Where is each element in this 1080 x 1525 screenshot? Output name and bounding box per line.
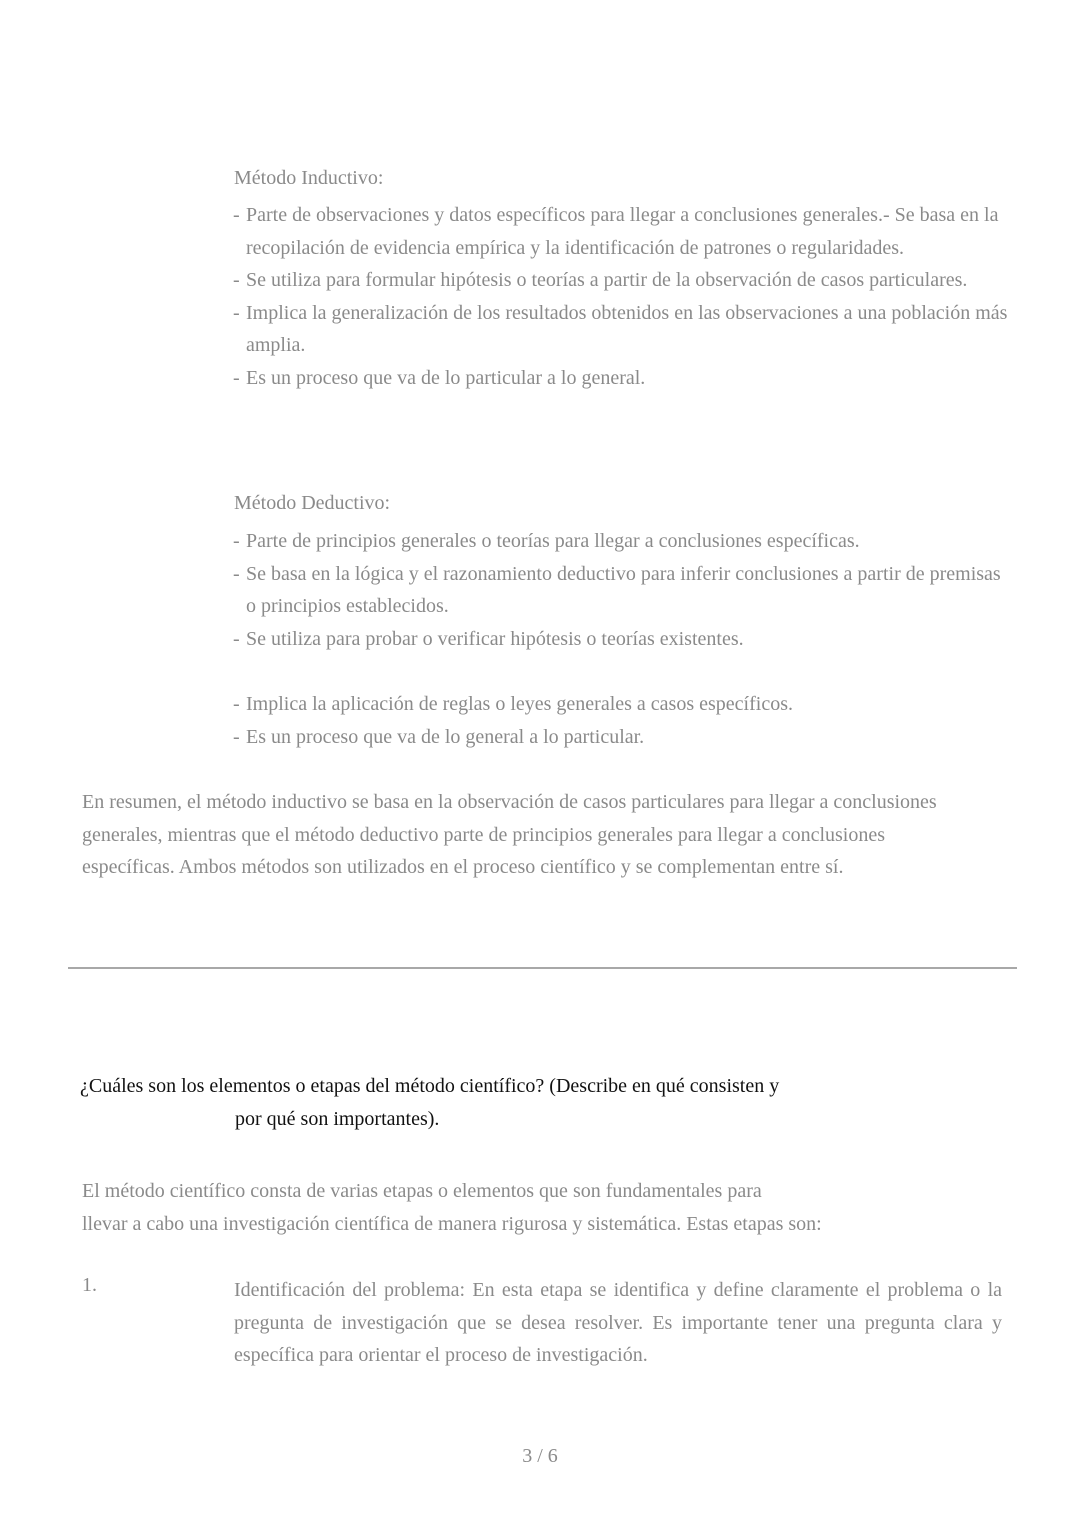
step-text: Identificación del problema: En esta etapa se identifica y define claramente el problema o la pregunta de investigación que se desea resolver. Es importante tener una pregunta clara y específica para orientar el proceso de investigación. [234, 1279, 1002, 1366]
question-line-1: ¿Cuáles son los elementos o etapas del método científico? (Describe en qué consisten y [80, 1075, 780, 1097]
intro-paragraph [82, 1175, 982, 1240]
deductive-list [233, 525, 1013, 655]
bullet-dash: - [233, 562, 240, 585]
bullet-dash: - [233, 530, 240, 552]
list-item: - Parte de observaciones y datos específicos para llegar a conclusiones generales.- Se basa en la recopilación de evidencia empírica y la identificación de patrones o regularidades. [233, 199, 1013, 264]
list-item: - Se basa en la lógica y el razonamiento deductivo para inferir conclusiones a partir de premisas o principios establecidos. [233, 558, 1013, 623]
intro-line-2: llevar a cabo una investigación científica de manera rigurosa y sistemática. Estas etapas son: [82, 1212, 822, 1235]
list-item: - Es un proceso que va de lo particular a lo general. [233, 362, 1013, 395]
list-item: - Se utiliza para formular hipótesis o teorías a partir de la observación de casos particulares. [233, 264, 1013, 297]
question-line-2: por qué son importantes). [235, 1107, 440, 1130]
bullet-dash: - [233, 301, 240, 324]
page-indicator: 3 / 6 [522, 1445, 558, 1467]
list-item: - Implica la aplicación de reglas o leyes generales a casos específicos. [233, 688, 1013, 721]
inductive-list [233, 199, 1013, 394]
bullet-dash: - [233, 627, 240, 650]
bullet-dash: - [233, 725, 240, 748]
step-number: 1. [82, 1274, 97, 1296]
question-heading [80, 1070, 779, 1135]
bullet-dash: - [233, 269, 240, 291]
list-item: - Parte de principios generales o teorías para llegar a conclusiones específicas. [233, 525, 1013, 558]
summary-paragraph: En resumen, el método inductivo se basa en la observación de casos particulares para llegar a conclusiones generales, mientras que el método deductivo parte de principios generales para llegar a conclusiones específicas. Ambos métodos son utilizados en el proceso científico y se complementan entre sí. [82, 791, 937, 878]
list-item: - Implica la generalización de los resultados obtenidos en las observaciones a una población más amplia. [233, 297, 1013, 362]
inductive-heading: Método Inductivo: [234, 167, 384, 189]
section-divider [68, 967, 1017, 969]
deductive-heading: Método Deductivo: [234, 492, 391, 514]
bullet-dash: - [233, 204, 240, 226]
list-item: - Se utiliza para probar o verificar hipótesis o teorías existentes. [233, 623, 1013, 656]
bullet-dash: - [233, 693, 240, 715]
deductive-list-continued [233, 688, 1013, 753]
list-item: - Es un proceso que va de lo general a lo particular. [233, 721, 1013, 754]
bullet-dash: - [233, 366, 240, 389]
intro-line-1: El método científico consta de varias etapas o elementos que son fundamentales para [82, 1180, 762, 1202]
